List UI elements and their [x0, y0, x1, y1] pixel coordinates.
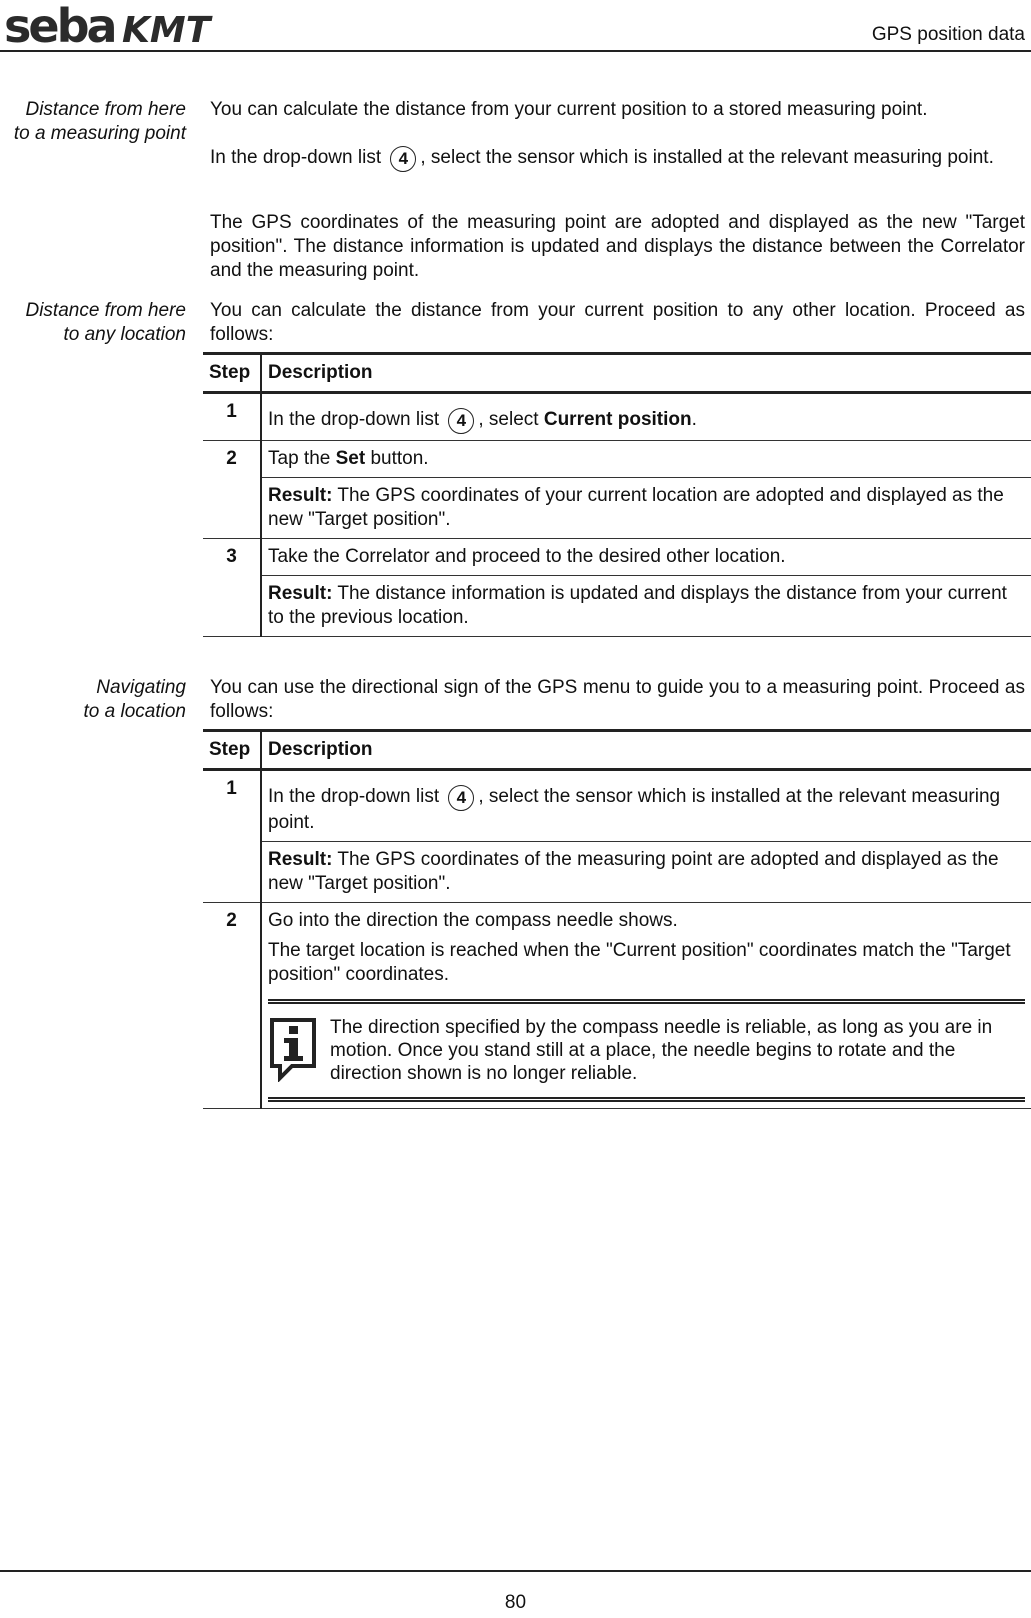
paragraph: You can calculate the distance from your current position to any other location. Proceed as follows:: [210, 300, 1025, 345]
step-description: [261, 903, 1031, 1109]
step-number: 1: [203, 393, 261, 441]
table-row: [203, 770, 1031, 842]
table-header-row: [203, 354, 1031, 393]
step-description: [261, 393, 1031, 441]
step-result: [261, 576, 1031, 637]
text: , select the sensor which is installed at the relevant measuring point.: [268, 786, 1001, 833]
text: In the drop-down list: [268, 786, 440, 807]
steps-table: [203, 729, 1031, 1109]
note-box: [268, 999, 1025, 1102]
header-section-title: GPS position data: [871, 24, 1025, 45]
header-divider: [0, 50, 1031, 52]
side-label-line: to a measuring point: [13, 123, 186, 144]
footer-divider: [0, 1570, 1031, 1572]
svg-text:KMT: KMT: [122, 10, 211, 48]
table-row: [203, 478, 1031, 539]
text: .: [691, 409, 697, 430]
company-logo: [4, 2, 226, 48]
bold-text: Current position: [543, 409, 692, 430]
table-row: [203, 539, 1031, 576]
text: Tap the: [268, 448, 336, 469]
table-row: [203, 576, 1031, 637]
result-text: The GPS coordinates of your current location are adopted and displayed as the new "Target position".: [268, 485, 1004, 530]
table-row: [203, 441, 1031, 478]
side-label-line: Distance from here: [25, 99, 186, 120]
step-number: 1: [203, 770, 261, 903]
callout-marker: 4: [448, 408, 474, 434]
logo-graphic: [4, 2, 226, 48]
step-description: [261, 770, 1031, 842]
table-header-row: [203, 731, 1031, 770]
note-text: The direction specified by the compass needle is reliable, as long as you are in motion. Once you stand still at a place, the needle begins to rotate and the direction shown is no longer reliable.: [330, 1017, 993, 1084]
page-number: 80: [504, 1592, 527, 1613]
side-label-line: Distance from here: [25, 300, 186, 321]
side-label-line: to a location: [83, 701, 186, 722]
text: In the drop-down list: [268, 409, 440, 430]
step-result: [261, 478, 1031, 539]
step-text: Go into the direction the compass needle shows.: [268, 910, 678, 931]
svg-text:seba: seba: [4, 2, 115, 48]
table-row: [203, 903, 1031, 1109]
callout-marker: 4: [448, 785, 474, 811]
text: button.: [365, 448, 429, 469]
paragraph: You can calculate the distance from your current position to a stored measuring point.: [210, 99, 928, 120]
result-label: Result:: [268, 849, 333, 870]
result-label: Result:: [268, 485, 333, 506]
column-header-step: Step: [203, 731, 261, 770]
steps-table: [203, 352, 1031, 637]
side-label-line: Navigating: [96, 677, 186, 698]
result-text: The distance information is updated and displays the distance from your current to the previous location.: [268, 583, 1007, 628]
side-label-distance-measuring-point: [14, 98, 186, 146]
info-icon: [268, 1016, 330, 1089]
text: , select the sensor which is installed at the relevant measuring point.: [420, 147, 994, 168]
side-label-distance-any-location: [25, 299, 186, 347]
text: In the drop-down list: [210, 147, 382, 168]
side-label-navigating: [84, 676, 186, 724]
step-result: [261, 842, 1031, 903]
step-number: 3: [203, 539, 261, 637]
paragraph: [210, 146, 1025, 172]
step-description: Take the Correlator and proceed to the desired other location.: [261, 539, 1031, 576]
paragraph: The GPS coordinates of the measuring point are adopted and displayed as the new "Target position". The distance information is updated and displays the distance between the Correlator and the measuring point.: [210, 212, 1025, 281]
column-header-description: Description: [268, 739, 373, 760]
step-number: 2: [203, 441, 261, 539]
step-text: The target location is reached when the "Current position" coordinates match the "Target position" coordinates.: [268, 940, 1011, 985]
side-label-line: to any location: [63, 324, 186, 345]
table-row: [203, 842, 1031, 903]
column-header-description: Description: [268, 362, 373, 383]
column-header-step: Step: [203, 354, 261, 393]
table-row: [203, 393, 1031, 441]
paragraph: You can use the directional sign of the GPS menu to guide you to a measuring point. Proceed as follows:: [210, 677, 1025, 722]
step-number: 2: [203, 903, 261, 1109]
text: , select: [478, 409, 544, 430]
callout-marker: 4: [390, 146, 416, 172]
result-text: The GPS coordinates of the measuring point are adopted and displayed as the new "Target position".: [268, 849, 999, 894]
step-description: [261, 441, 1031, 478]
bold-text: Set: [335, 448, 366, 469]
result-label: Result:: [268, 583, 333, 604]
